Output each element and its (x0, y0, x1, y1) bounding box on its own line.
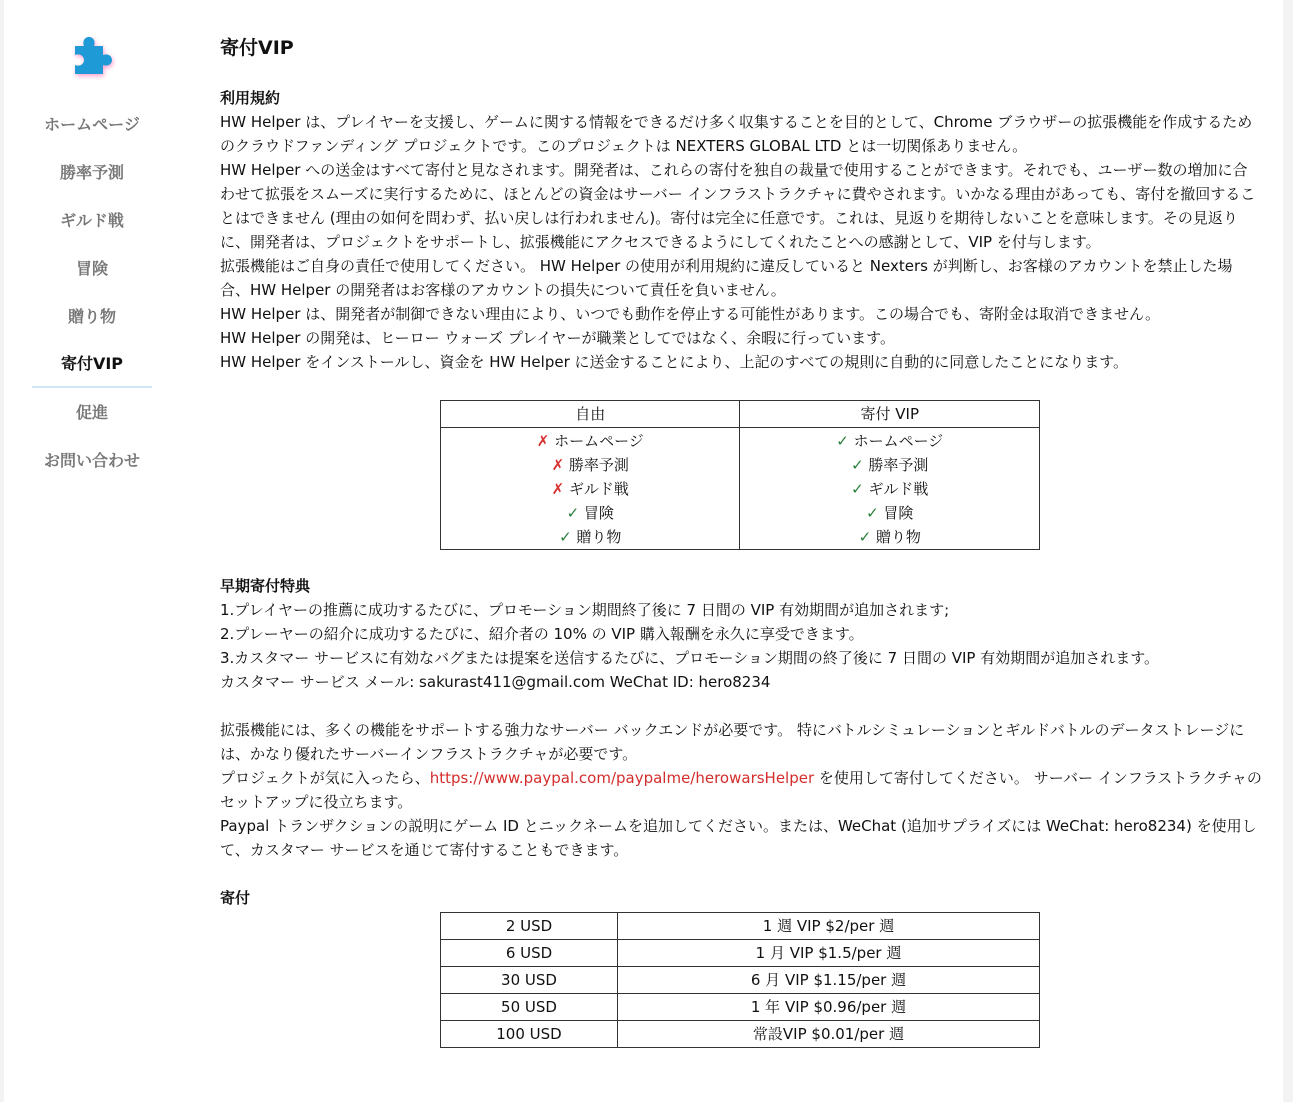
main-content (220, 34, 1262, 1048)
support-text: を使用して寄付してください。 サーバー インフラストラクチャのセットアップに役立ちます。 (220, 769, 1262, 811)
table-row (441, 994, 1040, 1021)
page-title: 寄付VIP (220, 37, 294, 59)
terms-paragraph: HW Helper への送金はすべて寄付と見なされます。開発者は、これらの寄付を独自の裁量で使用することができます。それでも、ユーザー数の増加に合わせて拡張をスムーズに実行するために、ほとんどの資金はサーバー インフラストラクチャに費やされます。いかなる理由があっても、寄付を撤回することはできません (理由の如何を問わず、払い戻しは行われません)。寄付は完全に任意です。これは、見返りを期待しないことを意味します。その見返りに、開発者は、プロジェクトをサポートし、拡張機能にアクセスできるようにしてくれたことへの感謝として、VIP を付与します。 (220, 161, 1256, 251)
free-features-cell (441, 428, 740, 550)
support-paragraph (220, 766, 1262, 814)
paypal-link[interactable]: https://www.paypal.com/paypalme/herowarsHelper (429, 769, 815, 787)
support-text: プロジェクトが気に入ったら、 (220, 769, 430, 787)
vip-features-cell (740, 428, 1040, 550)
checkmark-icon: ✓ (566, 504, 580, 522)
feature-label: 勝率予測 (564, 456, 629, 474)
cross-icon: ✗ (551, 456, 565, 474)
feature-item (740, 501, 1039, 525)
terms-paragraph: HW Helper をインストールし、資金を HW Helper に送金することにより、上記のすべての規則に自動的に同意したことになります。 (220, 353, 1129, 371)
feature-label: 贈り物 (871, 528, 921, 546)
early-heading: 早期寄付特典 (220, 577, 311, 595)
donation-plan: 常設VIP $0.01/per 週 (618, 1021, 1040, 1048)
sidebar-item-contact[interactable]: お問い合わせ (43, 451, 140, 470)
feature-item (740, 477, 1039, 501)
donation-amount: 6 USD (441, 940, 618, 967)
feature-item (740, 453, 1039, 477)
terms-paragraph: HW Helper は、プレイヤーを支援し、ゲームに関する情報をできるだけ多く収集することを目的として、Chrome ブラウザーの拡張機能を作成するためのクラウドファンディング プロジェクトです。このプロジェクトは NEXTERS GLOBAL LTD とは一切関係ありません。 (220, 113, 1253, 155)
feature-item (441, 429, 739, 453)
terms-paragraph: HW Helper は、開発者が制御できない理由により、いつでも動作を停止する可能性があります。この場合でも、寄附金は取消できません。 (220, 305, 1160, 323)
column-header-free: 自由 (441, 401, 740, 428)
early-benefit-item: 3.カスタマー サービスに有効なバグまたは提案を送信するたびに、プロモーション期間の終了後に 7 日間の VIP 有効期間が追加されます。 (220, 649, 1160, 667)
donate-section (220, 886, 1262, 1048)
sidebar-item-home[interactable]: ホームページ (44, 115, 140, 134)
feature-item (441, 525, 739, 549)
sidebar-item-gifts[interactable]: 贈り物 (67, 307, 116, 326)
sidebar (4, 0, 179, 1102)
feature-label: ギルド戦 (564, 480, 629, 498)
support-paragraph: Paypal トランザクションの説明にゲーム ID とニックネームを追加してください。または、WeChat (追加サプライズには WeChat: hero8234) を使用して、カスタマー サービスを通じて寄付することもできます。 (220, 817, 1257, 859)
checkmark-icon: ✓ (851, 480, 864, 498)
terms-paragraph: 拡張機能はご自身の責任で使用してください。 HW Helper の使用が利用規約に違反していると Nexters が判断し、お客様のアカウントを禁止した場合、HW Helper の開発者はお客様のアカウントの損失について責任を負いません。 (220, 257, 1233, 299)
support-paragraph: 拡張機能には、多くの機能をサポートする強力なサーバー バックエンドが必要です。 特にバトルシミュレーションとギルドバトルのデータストレージには、かなり優れたサーバーインフラストラクチャが必要です。 (220, 721, 1245, 763)
donation-plan: 1 年 VIP $0.96/per 週 (618, 994, 1040, 1021)
contact-info: カスタマー サービス メール: sakurast411@gmail.com WeChat ID: hero8234 (220, 673, 771, 691)
cross-icon: ✗ (551, 480, 565, 498)
feature-label: 冒険 (878, 504, 914, 522)
feature-label: ギルド戦 (863, 480, 929, 498)
sidebar-item-promotion[interactable]: 促進 (75, 403, 108, 422)
donation-plan: 6 月 VIP $1.15/per 週 (618, 967, 1040, 994)
checkmark-icon: ✓ (866, 504, 879, 522)
page (4, 0, 1283, 1102)
support-section (220, 718, 1262, 862)
donate-heading: 寄付 (220, 889, 251, 907)
feature-label: ホームページ (848, 432, 944, 450)
table-row (441, 1021, 1040, 1048)
column-header-vip: 寄付 VIP (740, 401, 1040, 428)
feature-item (740, 525, 1039, 549)
terms-paragraph: HW Helper の開発は、ヒーロー ウォーズ プレイヤーが職業としてではなく、余暇に行っています。 (220, 329, 895, 347)
donation-amount: 50 USD (441, 994, 618, 1021)
donation-amount: 30 USD (441, 967, 618, 994)
donation-amount: 100 USD (441, 1021, 618, 1048)
table-row (441, 940, 1040, 967)
early-benefit-item: 1.プレイヤーの推薦に成功するたびに、プロモーション期間終了後に 7 日間の VIP 有効期間が追加されます; (220, 601, 950, 619)
feature-label: 冒険 (579, 504, 614, 522)
early-donation-section (220, 574, 1262, 694)
plan-comparison-table (440, 400, 1040, 550)
checkmark-icon: ✓ (851, 456, 864, 474)
feature-item (740, 429, 1039, 453)
sidebar-item-donate-vip[interactable]: 寄付VIP (32, 342, 152, 388)
sidebar-item-guild-war[interactable]: ギルド戦 (60, 211, 124, 230)
checkmark-icon: ✓ (559, 528, 572, 546)
sidebar-item-adventure[interactable]: 冒険 (75, 259, 108, 278)
feature-label: 贈り物 (571, 528, 622, 546)
checkmark-icon: ✓ (836, 432, 849, 450)
sidebar-item-win-prediction[interactable]: 勝率予測 (59, 163, 124, 182)
feature-label: ホームページ (549, 432, 644, 450)
donation-plan: 1 週 VIP $2/per 週 (618, 913, 1040, 940)
terms-heading: 利用規約 (220, 89, 281, 107)
sidebar-nav (32, 102, 152, 486)
early-benefit-item: 2.プレーヤーの紹介に成功するたびに、紹介者の 10% の VIP 購入報酬を永久に享受できます。 (220, 625, 864, 643)
donation-plan: 1 月 VIP $1.5/per 週 (618, 940, 1040, 967)
table-row (441, 913, 1040, 940)
feature-item (441, 477, 739, 501)
cross-icon: ✗ (536, 432, 550, 450)
feature-label: 勝率予測 (863, 456, 929, 474)
donation-amount: 2 USD (441, 913, 618, 940)
terms-section (220, 86, 1262, 374)
table-row (441, 967, 1040, 994)
feature-item (441, 501, 739, 525)
puzzle-piece-icon[interactable] (64, 28, 120, 84)
donation-table (440, 912, 1040, 1048)
feature-item (441, 453, 739, 477)
checkmark-icon: ✓ (858, 528, 872, 546)
